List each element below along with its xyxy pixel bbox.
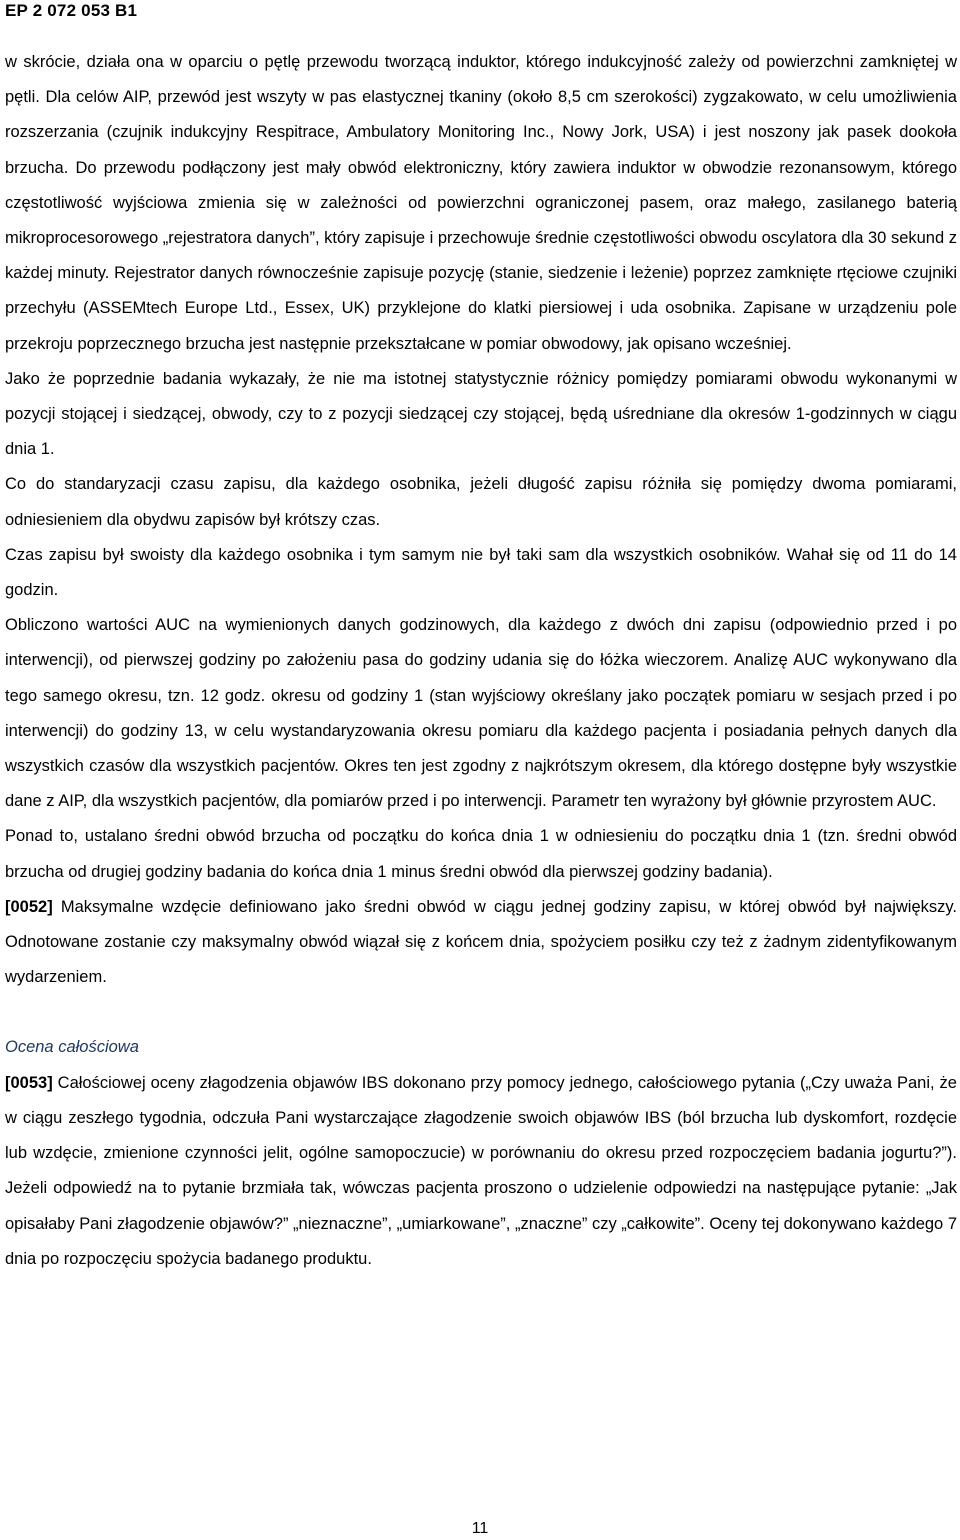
document-body	[5, 45, 957, 1277]
paragraph: Jako że poprzednie badania wykazały, że nie ma istotnej statystycznie różnicy pomiędzy pomiarami obwodu wykonanymi w pozycji stojącej i siedzącej, obwody, czy to z pozycji siedzącej czy stojącej, będą uśredniane dla okresów 1-godzinnych w ciągu dnia 1.	[5, 369, 957, 459]
paragraph-0053	[5, 1066, 957, 1277]
section-heading: Ocena całościowa	[5, 1038, 139, 1057]
paragraph-text: Maksymalne wzdęcie definiowano jako średni obwód w ciągu jednej godziny zapisu, w której obwód był największy. Odnotowane zostanie czy maksymalny obwód wiązał się z końcem dnia, spożyciem posiłku czy też z żadnym zidentyfikowanym wydarzeniem.	[5, 897, 957, 987]
page-number: 11	[471, 1520, 489, 1537]
paragraph: Co do standaryzacji czasu zapisu, dla każdego osobnika, jeżeli długość zapisu różniła się pomiędzy dwoma pomiarami, odniesieniem dla obydwu zapisów był krótszy czas.	[5, 475, 957, 529]
document-id: EP 2 072 053 B1	[5, 1, 138, 20]
paragraph: Ponad to, ustalano średni obwód brzucha od początku do końca dnia 1 w odniesieniu do początku dnia 1 (tzn. średni obwód brzucha od drugiej godziny badania do końca dnia 1 minus średni obwód dla pierwszej godziny badania).	[5, 827, 957, 881]
paragraph-number: [0052]	[5, 897, 53, 916]
paragraph-number: [0053]	[5, 1073, 53, 1092]
paragraph-0052	[5, 890, 957, 996]
paragraph: Obliczono wartości AUC na wymienionych danych godzinowych, dla każdego z dwóch dni zapisu (odpowiednio przed i po interwencji), od pierwszej godziny po założeniu pasa do godziny udania się do łóżka wieczorem. Analizę AUC wykonywano dla tego samego okresu, tzn. 12 godz. okresu od godziny 1 (stan wyjściowy określany jako początek pomiaru w sesjach przed i po interwencji) do godziny 13, w celu wystandaryzowania okresu pomiaru dla każdego pacjenta i posiadania pełnych danych dla wszystkich czasów dla wszystkich pacjentów. Okres ten jest zgodny z najkrótszym okresem, dla którego dostępne były wszystkie dane z AIP, dla wszystkich pacjentów, dla pomiarów przed i po interwencji. Parametr ten wyrażony był głównie przyrostem AUC.	[5, 616, 957, 811]
paragraph-text: Całościowej oceny złagodzenia objawów IBS dokonano przy pomocy jednego, całościowego pytania („Czy uważa Pani, że w ciągu zeszłego tygodnia, odczuła Pani wystarczające złagodzenie swoich objawów IBS (ból brzucha lub dyskomfort, rozdęcie lub wzdęcie, zmienione czynności jelit, ogólne samopoczucie) w porównaniu do okresu przed rozpoczęciem badania jogurtu?”). Jeżeli odpowiedź na to pytanie brzmiała tak, wówczas pacjenta proszono o udzielenie odpowiedzi na następujące pytanie: „Jak opisałaby Pani złagodzenie objawów?” „nieznaczne”, „umiarkowane”, „znaczne” czy „całkowite”. Oceny tej dokonywano każdego 7 dnia po rozpoczęciu spożycia badanego produktu.	[5, 1073, 957, 1268]
paragraph: w skrócie, działa ona w oparciu o pętlę przewodu tworzącą induktor, którego indukcyjność zależy od powierzchni zamkniętej w pętli. Dla celów AIP, przewód jest wszyty w pas elastycznej tkaniny (około 8,5 cm szerokości) zygzakowato, w celu umożliwienia rozszerzania (czujnik indukcyjny Respitrace, Ambulatory Monitoring Inc., Nowy Jork, USA) i jest noszony jak pasek dookoła brzucha. Do przewodu podłączony jest mały obwód elektroniczny, który zawiera induktor w obwodzie rezonansowym, którego częstotliwość wyjściowa zmienia się w zależności od powierzchni ograniczonej pasem, oraz małego, zasilanego baterią mikroprocesorowego „rejestratora danych”, który zapisuje i przechowuje średnie częstotliwości obwodu oscylatora dla 30 sekund z każdej minuty. Rejestrator danych równocześnie zapisuje pozycję (stanie, siedzenie i leżenie) poprzez zamknięte rtęciowe czujniki przechyłu (ASSEMtech Europe Ltd., Essex, UK) przyklejone do klatki piersiowej i uda osobnika. Zapisane w urządzeniu pole przekroju poprzecznego brzucha jest następnie przekształcane w pomiar obwodowy, jak opisano wcześniej.	[5, 53, 957, 353]
paragraph: Czas zapisu był swoisty dla każdego osobnika i tym samym nie był taki sam dla wszystkich osobników. Wahał się od 11 do 14 godzin.	[5, 545, 957, 600]
